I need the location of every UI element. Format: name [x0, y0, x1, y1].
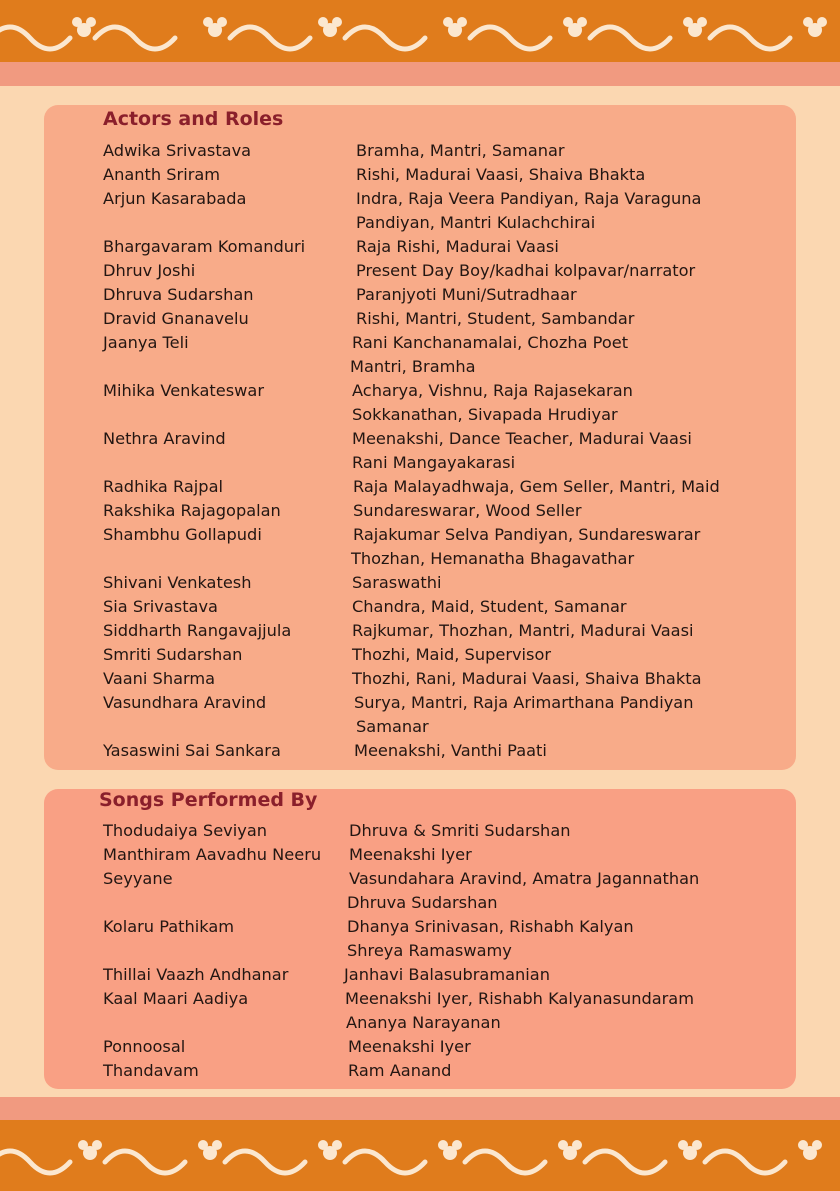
actor-role: Meenakshi, Dance Teacher, Madurai Vaasi [352, 429, 692, 448]
actor-role: Mantri, Bramha [350, 357, 476, 376]
song-row [0, 963, 840, 987]
song-performers-continuation [0, 891, 840, 915]
actor-name: Mihika Venkateswar [103, 381, 264, 400]
floral-paisley-icon [0, 1151, 785, 1173]
song-performers: Meenakshi Iyer [348, 1037, 471, 1056]
actor-row [0, 163, 840, 187]
song-title: Thillai Vaazh Andhanar [103, 965, 289, 984]
actor-role: Rishi, Madurai Vaasi, Shaiva Bhakta [356, 165, 646, 184]
actor-row [0, 595, 840, 619]
actor-role: Meenakshi, Vanthi Paati [354, 741, 547, 760]
song-row [0, 843, 840, 867]
top-stripe [0, 62, 840, 86]
song-row [0, 819, 840, 843]
actor-row [0, 475, 840, 499]
bottom-border-band [0, 1120, 840, 1191]
song-performers: Shreya Ramaswamy [347, 941, 512, 960]
actor-name: Nethra Aravind [103, 429, 226, 448]
bottom-ornament [0, 1120, 840, 1191]
song-title: Thodudaiya Seviyan [103, 821, 267, 840]
song-performers: Dhruva Sudarshan [347, 893, 498, 912]
actor-name: Vaani Sharma [103, 669, 216, 688]
song-performers: Janhavi Balasubramanian [344, 965, 550, 984]
actor-role: Acharya, Vishnu, Raja Rajasekaran [352, 381, 633, 400]
top-border-band [0, 0, 840, 62]
song-row [0, 915, 840, 939]
actor-name: Bhargavaram Komanduri [103, 237, 306, 256]
actor-role: Surya, Mantri, Raja Arimarthana Pandiyan [354, 693, 694, 712]
actor-role: Thozhan, Hemanatha Bhagavathar [351, 549, 635, 568]
song-performers-continuation [0, 1011, 840, 1035]
song-performers: Ananya Narayanan [346, 1013, 501, 1032]
actor-role: Rani Mangayakarasi [352, 453, 516, 472]
actor-name: Yasaswini Sai Sankara [103, 741, 281, 760]
actor-role: Pandiyan, Mantri Kulachchirai [356, 213, 596, 232]
actor-name: Dhruv Joshi [103, 261, 196, 280]
actor-name: Dhruva Sudarshan [103, 285, 254, 304]
actor-name: Siddharth Rangavajjula [103, 621, 292, 640]
actor-row [0, 739, 840, 763]
bottom-stripe [0, 1097, 840, 1120]
actor-name: Jaanya Teli [103, 333, 189, 352]
song-title: Seyyane [103, 869, 173, 888]
actor-row [0, 427, 840, 451]
actor-role: Chandra, Maid, Student, Samanar [352, 597, 627, 616]
actor-role: Saraswathi [352, 573, 442, 592]
actor-name: Vasundhara Aravind [103, 693, 267, 712]
song-title: Manthiram Aavadhu Neeru [103, 845, 322, 864]
actor-role: Rishi, Mantri, Student, Sambandar [356, 309, 635, 328]
actor-row [0, 643, 840, 667]
actor-row [0, 307, 840, 331]
actor-role: Paranjyoti Muni/Sutradhaar [356, 285, 577, 304]
song-performers: Meenakshi Iyer [349, 845, 472, 864]
actor-row [0, 259, 840, 283]
floral-paisley-icon [0, 27, 790, 49]
actor-role: Samanar [356, 717, 429, 736]
actor-row [0, 187, 840, 211]
actor-role: Indra, Raja Veera Pandiyan, Raja Varaguna [356, 189, 702, 208]
actor-row [0, 619, 840, 643]
actor-role: Raja Malayadhwaja, Gem Seller, Mantri, Maid [353, 477, 720, 496]
actor-role: Rajakumar Selva Pandiyan, Sundareswarar [353, 525, 701, 544]
song-title: Ponnoosal [103, 1037, 186, 1056]
song-performers-continuation [0, 939, 840, 963]
actor-role-continuation [0, 355, 840, 379]
actor-name: Rakshika Rajagopalan [103, 501, 281, 520]
actor-name: Dravid Gnanavelu [103, 309, 249, 328]
song-title: Kolaru Pathikam [103, 917, 235, 936]
song-row [0, 987, 840, 1011]
actor-name: Sia Srivastava [103, 597, 218, 616]
actor-name: Radhika Rajpal [103, 477, 223, 496]
song-row [0, 1059, 840, 1083]
actor-role: Bramha, Mantri, Samanar [356, 141, 565, 160]
actor-role: Sokkanathan, Sivapada Hrudiyar [352, 405, 618, 424]
actor-row [0, 331, 840, 355]
actors-heading: Actors and Roles [103, 108, 284, 130]
song-title: Kaal Maari Aadiya [103, 989, 249, 1008]
actor-row [0, 667, 840, 691]
actor-row [0, 523, 840, 547]
actor-role: Present Day Boy/kadhai kolpavar/narrator [356, 261, 696, 280]
actor-role-continuation [0, 403, 840, 427]
top-ornament [0, 0, 840, 62]
song-performers: Meenakshi Iyer, Rishabh Kalyanasundaram [345, 989, 694, 1008]
actor-row [0, 379, 840, 403]
actor-role-continuation [0, 547, 840, 571]
song-row [0, 1035, 840, 1059]
song-performers: Dhruva & Smriti Sudarshan [349, 821, 571, 840]
song-performers: Ram Aanand [348, 1061, 452, 1080]
actor-name: Ananth Sriram [103, 165, 221, 184]
actor-row [0, 235, 840, 259]
actor-name: Arjun Kasarabada [103, 189, 247, 208]
actor-row [0, 139, 840, 163]
actor-row [0, 499, 840, 523]
song-performers: Dhanya Srinivasan, Rishabh Kalyan [347, 917, 634, 936]
actor-name: Shivani Venkatesh [103, 573, 252, 592]
actor-role: Thozhi, Rani, Madurai Vaasi, Shaiva Bhakta [352, 669, 702, 688]
songs-heading: Songs Performed By [99, 789, 318, 811]
actor-row [0, 283, 840, 307]
actor-role: Rajkumar, Thozhan, Mantri, Madurai Vaasi [352, 621, 694, 640]
song-row [0, 867, 840, 891]
actor-role-continuation [0, 715, 840, 739]
actor-role-continuation [0, 211, 840, 235]
actor-row [0, 571, 840, 595]
actor-role: Rani Kanchanamalai, Chozha Poet [352, 333, 629, 352]
actor-name: Adwika Srivastava [103, 141, 252, 160]
actor-role: Thozhi, Maid, Supervisor [352, 645, 552, 664]
actor-row [0, 691, 840, 715]
song-title: Thandavam [103, 1061, 199, 1080]
actor-role: Sundareswarar, Wood Seller [353, 501, 582, 520]
actor-name: Smriti Sudarshan [103, 645, 243, 664]
song-performers: Vasundahara Aravind, Amatra Jagannathan [349, 869, 700, 888]
actor-role: Raja Rishi, Madurai Vaasi [356, 237, 559, 256]
actor-name: Shambhu Gollapudi [103, 525, 262, 544]
actor-role-continuation [0, 451, 840, 475]
